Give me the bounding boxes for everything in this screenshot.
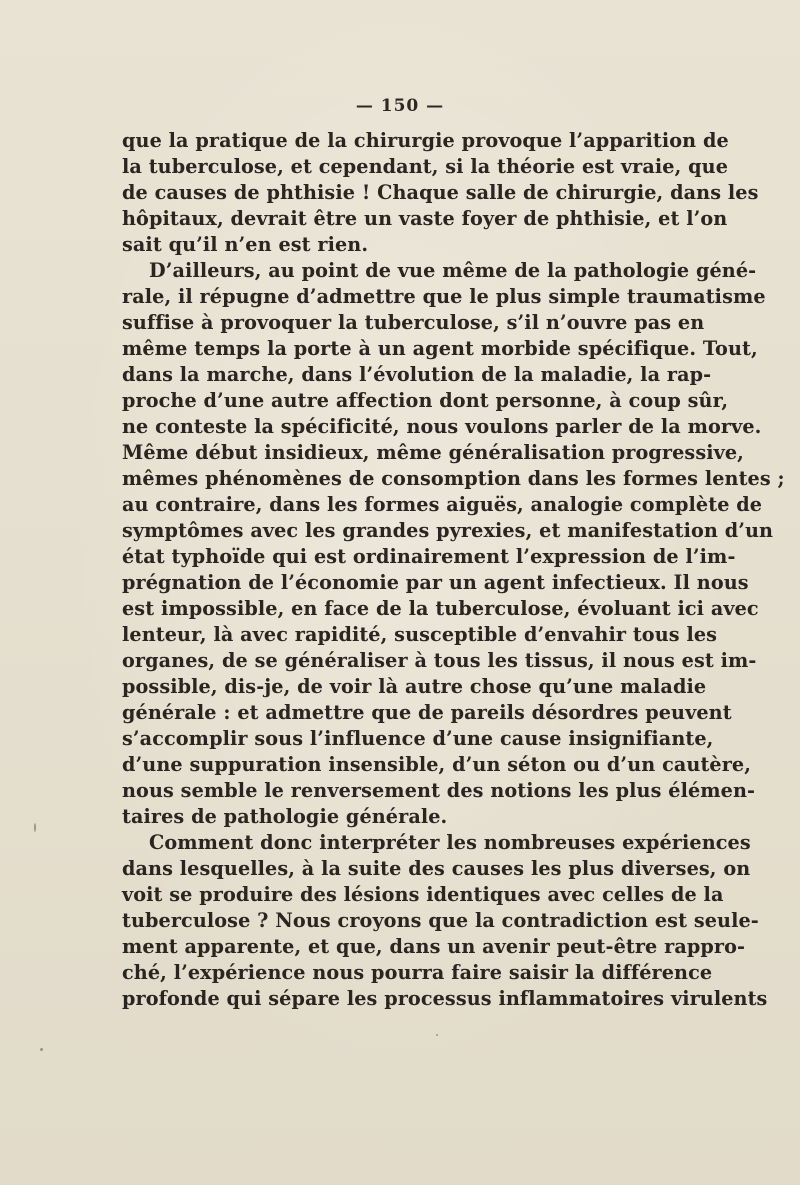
text-line: proche d’une autre affection dont personne, à coup sûr, xyxy=(122,389,729,412)
text-line: générale : et admettre que de pareils désordres peuvent xyxy=(122,701,732,724)
text-line: organes, de se généraliser à tous les tissus, il nous est im- xyxy=(122,649,757,672)
text-line: prégnation de l’économie par un agent infectieux. Il nous xyxy=(122,571,749,594)
text-line: d’une suppuration insensible, d’un séton ou d’un cautère, xyxy=(122,753,752,776)
paper-speck xyxy=(40,1048,43,1051)
text-line: ment apparente, et que, dans un avenir peut-être rappro- xyxy=(122,935,746,958)
paragraph-start-line: Comment donc interpréter les nombreuses expériences xyxy=(149,831,751,854)
text-line: suffise à provoquer la tuberculose, s’il n’ouvre pas en xyxy=(122,311,705,334)
text-line: possible, dis-je, de voir là autre chose qu’une maladie xyxy=(122,675,707,698)
text-line: la tuberculose, et cependant, si la théorie est vraie, que xyxy=(122,155,729,178)
text-line: que la pratique de la chirurgie provoque l’apparition de xyxy=(122,129,729,152)
text-line: est impossible, en face de la tuberculose, évoluant ici avec xyxy=(122,597,759,620)
text-line: mêmes phénomènes de consomption dans les formes lentes ; xyxy=(122,467,785,490)
text-line: tuberculose ? Nous croyons que la contradiction est seule- xyxy=(122,909,759,932)
text-line: même temps la porte à un agent morbide spécifique. Tout, xyxy=(122,337,758,360)
text-line: ne conteste la spécificité, nous voulons parler de la morve. xyxy=(122,415,762,438)
text-line: état typhoïde qui est ordinairement l’expression de l’im- xyxy=(122,545,736,568)
text-line: lenteur, là avec rapidité, susceptible d’envahir tous les xyxy=(122,623,718,646)
text-line: hôpitaux, devrait être un vaste foyer de phthisie, et l’on xyxy=(122,207,728,230)
text-line: taires de pathologie générale. xyxy=(122,805,448,828)
body-text xyxy=(122,128,785,1012)
paper-speck xyxy=(34,823,36,832)
text-line: nous semble le renversement des notions les plus élémen- xyxy=(122,779,756,802)
text-line: de causes de phthisie ! Chaque salle de chirurgie, dans les xyxy=(122,181,759,204)
text-line: Même début insidieux, même généralisation progressive, xyxy=(122,441,744,464)
page-number: — 150 — xyxy=(355,96,445,116)
text-line: dans lesquelles, à la suite des causes les plus diverses, on xyxy=(122,857,751,880)
text-line: dans la marche, dans l’évolution de la maladie, la rap- xyxy=(122,363,712,386)
text-line: symptômes avec les grandes pyrexies, et manifestation d’un xyxy=(122,519,774,542)
text-line: rale, il répugne d’admettre que le plus simple traumatisme xyxy=(122,285,766,308)
paper-speck xyxy=(436,1034,438,1036)
text-line: ché, l’expérience nous pourra faire saisir la différence xyxy=(122,961,713,984)
text-line: profonde qui sépare les processus inflammatoires virulents xyxy=(122,987,768,1010)
text-line: sait qu’il n’en est rien. xyxy=(122,233,369,256)
text-line: s’accomplir sous l’influence d’une cause insignifiante, xyxy=(122,727,714,750)
text-line: voit se produire des lésions identiques avec celles de la xyxy=(122,883,724,906)
text-line: au contraire, dans les formes aiguës, analogie complète de xyxy=(122,493,763,516)
paragraph-start-line: D’ailleurs, au point de vue même de la pathologie géné- xyxy=(149,259,757,282)
